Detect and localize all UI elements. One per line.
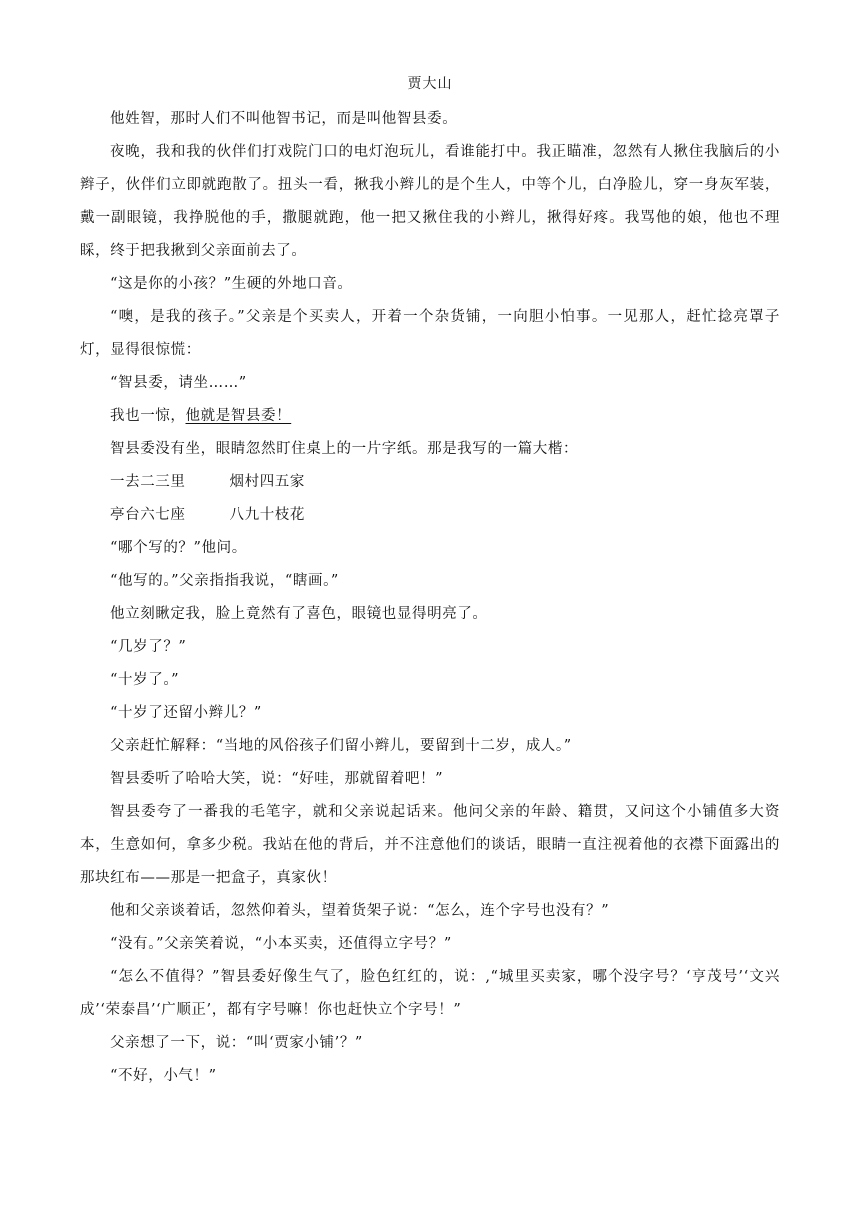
poem-line [80,466,780,499]
paragraph: “噢，是我的孩子。”父亲是个买卖人，开着一个杂货铺，一向胆小怕事。一见那人，赶忙捻亮罩子灯，显得很惊慌： [80,309,780,358]
paragraph: 智县委没有坐，眼睛忽然盯住桌上的一片字纸。那是我写的一篇大楷： [110,441,579,457]
paragraph: 父亲赶忙解释：“当地的风俗孩子们留小辫儿，要留到十二岁，成人。” [110,738,572,754]
paragraph: “智县委，请坐……” [110,375,247,391]
paragraph: “十岁了还留小辫儿？” [110,705,262,721]
paragraph-lead-text: 我也一惊， [110,408,186,424]
poem-line-right: 八九十枝花 [229,507,305,523]
paragraph: 父亲想了一下，说：“叫‘贾家小铺’？” [110,1035,363,1051]
poem-line-left: 一去二三里 [110,474,186,490]
paragraph: “没有。”父亲笑着说，“小本买卖，还值得立字号？” [110,936,452,952]
paragraph: “不好，小气！” [110,1068,217,1084]
paragraph: “哪个写的？”他问。 [110,540,247,556]
paragraph: “十岁了。” [110,672,180,688]
paragraph: 他姓智，那时人们不叫他智书记，而是叫他智县委。 [110,111,458,127]
paragraph: “他写的。”父亲指指我说，“瞎画。” [110,573,339,589]
paragraph-with-underline [80,400,780,433]
paragraph: 夜晚，我和我的伙伴们打戏院门口的电灯泡玩儿，看谁能打中。我正瞄准，忽然有人揪住我脑后的小辫子，伙伴们立即就跑散了。扭头一看，揪我小辫儿的是个生人，中等个儿，白净脸儿，穿一身灰军装，戴一副眼镜，我挣脱他的手，撒腿就跑，他一把又揪住我的小辫儿，揪得好疼。我骂他的娘，他也不理睬，终于把我揪到父亲面前去了。 [80,144,780,259]
underlined-sentence: 他就是智县委！ [185,408,292,424]
poem-line [80,499,780,532]
paragraph: 智县委听了哈哈大笑，说：“好哇，那就留着吧！” [110,771,444,787]
document-body [80,103,780,1093]
paragraph: 他立刻瞅定我，脸上竟然有了喜色，眼镜也显得明亮了。 [110,606,488,622]
poem-line-right: 烟村四五家 [229,474,305,490]
paragraph: “这是你的小孩？”生硬的外地口音。 [110,276,353,292]
poem-line-left: 亭台六七座 [110,507,186,523]
document-title: 贾大山 [407,76,453,92]
paragraph: “怎么不值得？”智县委好像生气了，脸色红红的，说：,“城里买卖家，哪个没字号？‘亨茂号’‘文兴成’‘荣泰昌’‘广顺正’，都有字号嘛！你也赶快立个字号！” [80,969,780,1018]
paragraph: “几岁了？” [110,639,187,655]
paragraph: 智县委夸了一番我的毛笔字，就和父亲说起话来。他问父亲的年龄、籍贯，又问这个小铺值多大资本，生意如何，拿多少税。我站在他的背后，并不注意他们的谈话，眼睛一直注视着他的衣襟下面露出的那块红布——那是一把盒子，真家伙！ [80,804,780,886]
paragraph: 他和父亲谈着话，忽然仰着头，望着货架子说：“怎么，连个字号也没有？” [110,903,610,919]
